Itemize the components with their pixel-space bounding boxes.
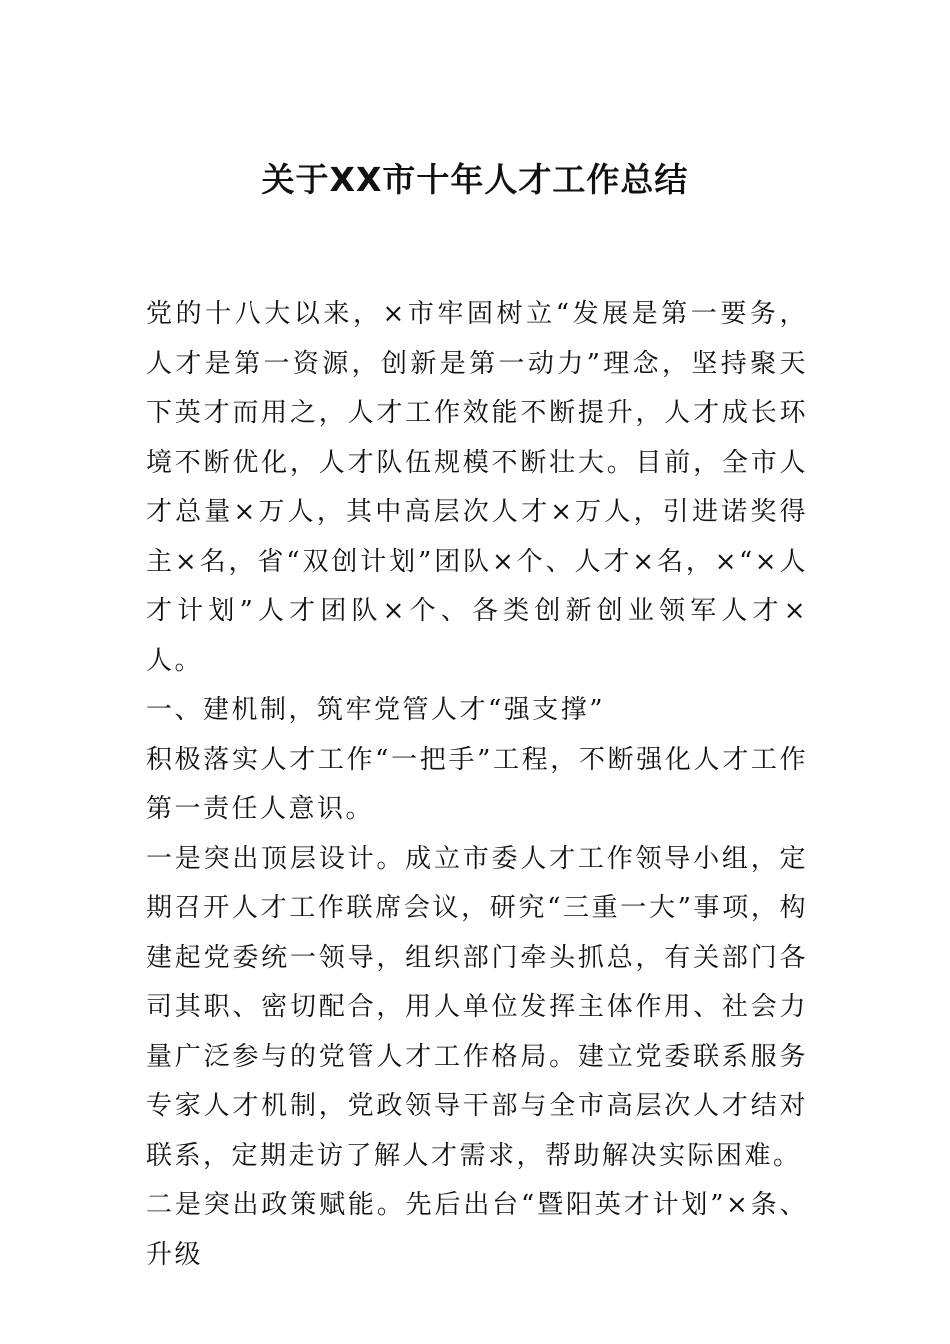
document-title: 关于XX市十年人才工作总结 [261,160,689,199]
section-heading-1: 一、建机制，筑牢党管人才“强支撑” [146,695,606,725]
section-1-point-2-paragraph: 二是突出政策赋能。先后出台“暨阳英才计划”×条、升级 [146,1190,808,1270]
section-1-lead-paragraph: 积极落实人才工作“一把手”工程，不断强化人才工作第一责任人意识。 [146,744,808,824]
intro-paragraph: 党的十八大以来，×市牢固树立“发展是第一要务，人才是第一资源，创新是第一动力”理念，坚持聚天下英才而用之，人才工作效能不断提升，人才成长环境不断优化，人才队伍规模不断壮大。目前，全市人才总量×万人，其中高层次人才×万人，引进诺奖得主×名，省“双创计划”团队×个、人才×名，×“×人才计划”人才团队×个、各类创新创业领军人才×人。 [146,299,808,676]
document-body [146,290,808,1280]
section-1-point-1-paragraph: 一是突出顶层设计。成立市委人才工作领导小组，定期召开人才工作联席会议，研究“三重一大”事项，构建起党委统一领导，组织部门牵头抓总，有关部门各司其职、密切配合，用人单位发挥主体作用、社会力量广泛参与的党管人才工作格局。建立党委联系服务专家人才机制，党政领导干部与全市高层次人才结对联系，定期走访了解人才需求，帮助解决实际困难。 [146,843,808,1171]
